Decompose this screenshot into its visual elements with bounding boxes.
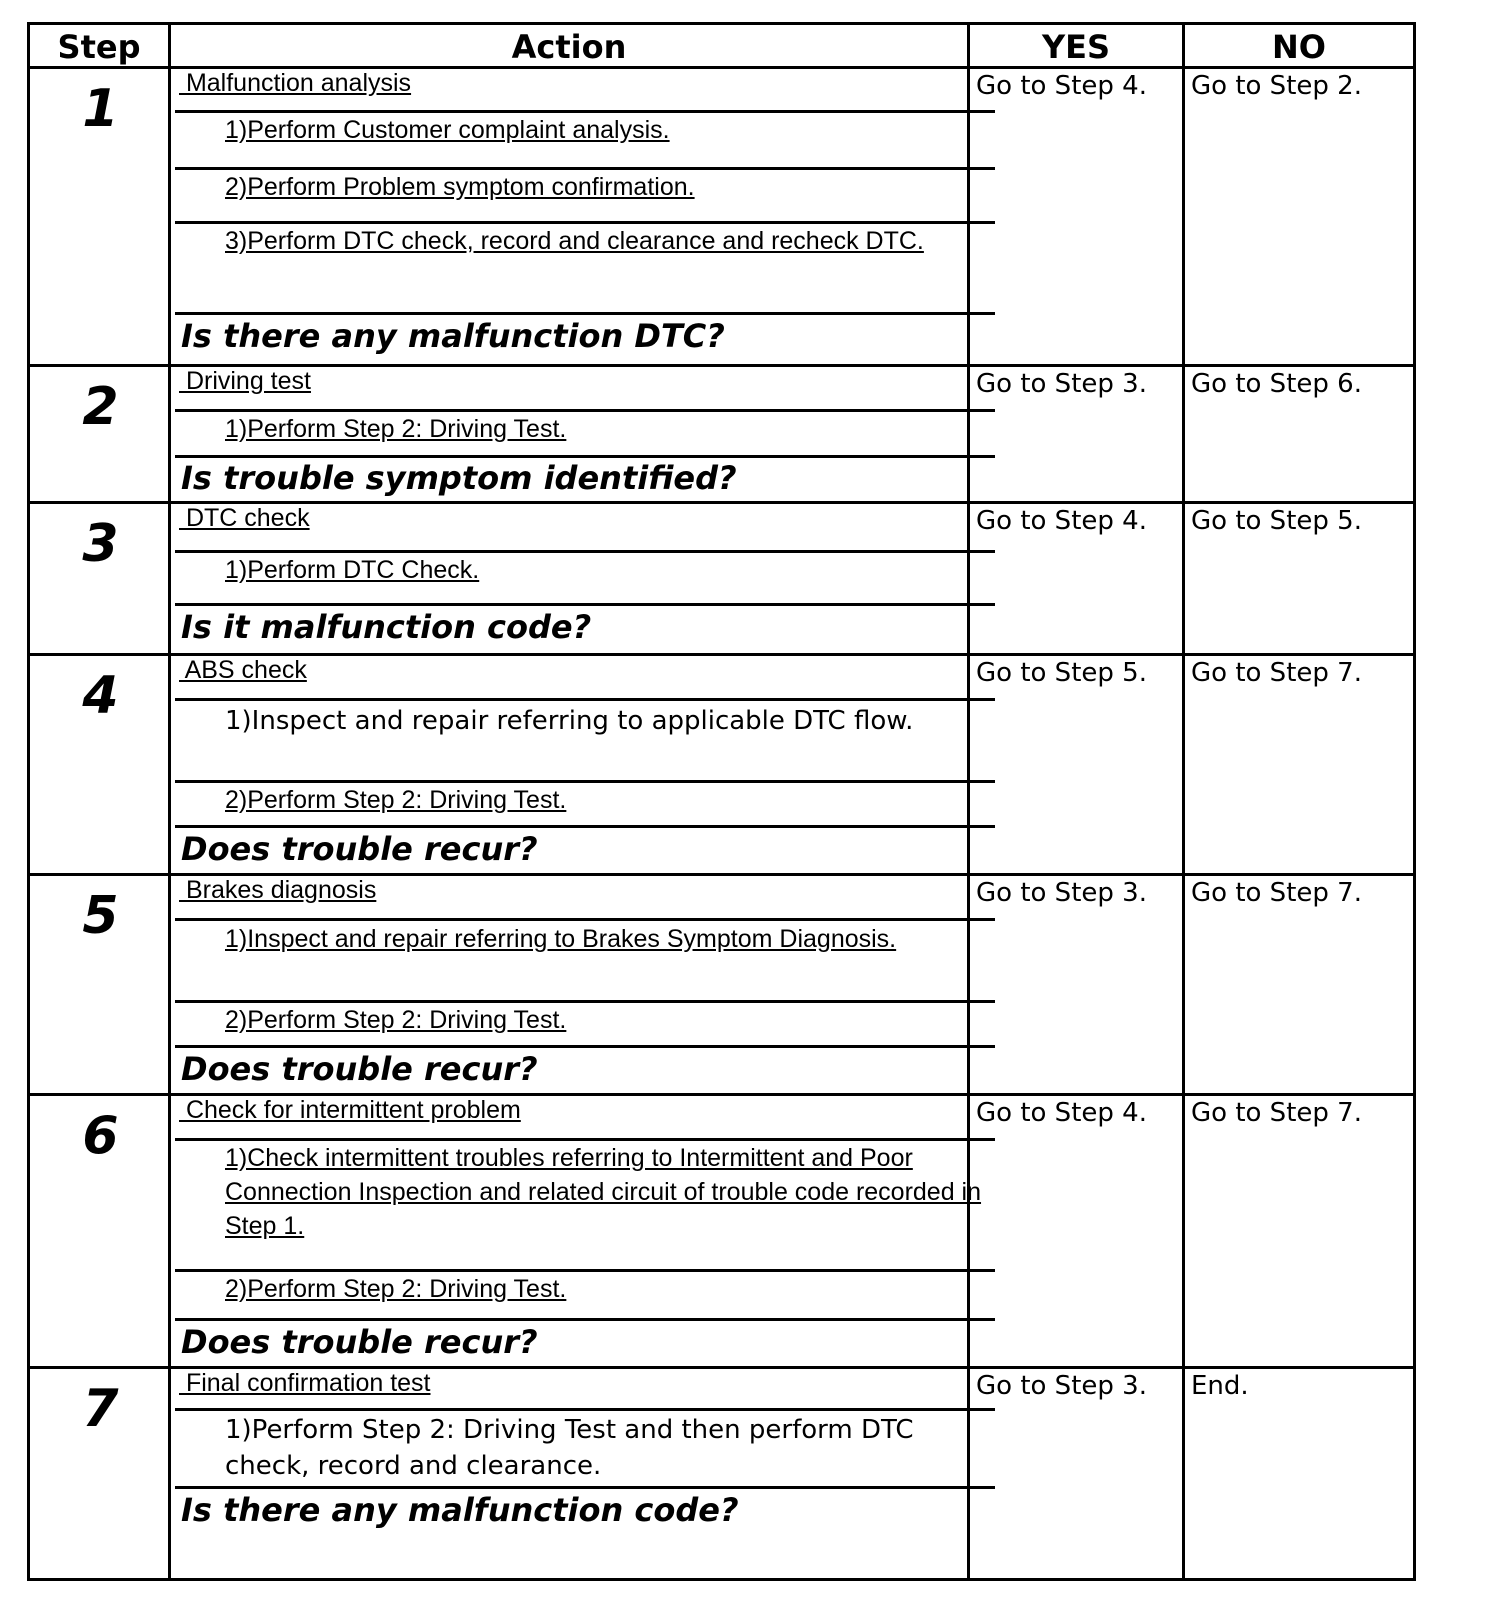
no-cell: Go to Step 2.	[1191, 71, 1362, 101]
yes-cell: Go to Step 3.	[976, 1371, 1147, 1401]
troubleshooting-table	[27, 22, 1416, 1581]
yes-cell: Go to Step 3.	[976, 369, 1147, 399]
action-sub: 2)Perform Problem symptom confirmation.	[225, 173, 695, 201]
action-sub: 1)Check intermittent troubles referring to Intermittent and Poor Connection Inspection and related circuit of trouble code recorded in Step 1.	[225, 1144, 982, 1240]
yes-cell: Go to Step 4.	[976, 506, 1147, 536]
header-step: Step	[57, 28, 141, 66]
step-number: 6	[82, 1106, 119, 1166]
action-title: Malfunction analysis	[179, 69, 412, 97]
no-cell: Go to Step 7.	[1191, 878, 1362, 908]
step-number: 3	[82, 514, 119, 574]
yes-cell: Go to Step 3.	[976, 878, 1147, 908]
action-question-cell	[175, 458, 995, 501]
action-sub-cell	[175, 224, 995, 315]
column-divider-yes	[1182, 25, 1185, 1578]
header-action: Action	[511, 28, 627, 66]
action-sub-cell	[175, 412, 995, 458]
action-question: Does trouble recur?	[181, 1323, 538, 1361]
step-number: 2	[82, 377, 119, 437]
action-question-cell	[175, 828, 995, 873]
yes-cell: Go to Step 5.	[976, 658, 1147, 688]
action-question: Is there any malfunction DTC?	[181, 317, 725, 355]
action-title-cell	[175, 656, 995, 701]
action-sub: 1)Perform Customer complaint analysis.	[225, 116, 670, 144]
action-title-cell	[175, 876, 995, 921]
action-title: Final confirmation test	[179, 1369, 431, 1397]
action-sub-cell	[175, 113, 995, 170]
action-sub: 1)Inspect and repair referring to applicable DTC flow.	[225, 706, 914, 736]
action-question-cell	[175, 315, 995, 364]
action-sub-cell	[175, 553, 995, 606]
no-cell: End.	[1191, 1371, 1249, 1401]
header-yes: YES	[1041, 28, 1111, 66]
no-cell: Go to Step 5.	[1191, 506, 1362, 536]
action-sub: 1)Inspect and repair referring to Brakes Symptom Diagnosis.	[225, 925, 897, 953]
action-question: Is there any malfunction code?	[181, 1491, 739, 1529]
action-sub: 3)Perform DTC check, record and clearance and recheck DTC.	[225, 227, 924, 255]
action-sub: 2)Perform Step 2: Driving Test.	[225, 1006, 567, 1034]
no-cell: Go to Step 7.	[1191, 1098, 1362, 1128]
action-question: Does trouble recur?	[181, 1050, 538, 1088]
action-sub: 1)Perform Step 2: Driving Test and then perform DTC check, record and clearance.	[225, 1415, 914, 1481]
action-sub-cell	[175, 1411, 995, 1489]
action-sub: 2)Perform Step 2: Driving Test.	[225, 1275, 567, 1303]
action-question: Is it malfunction code?	[181, 608, 592, 646]
action-sub-cell	[175, 783, 995, 828]
action-title: ABS check	[179, 656, 307, 684]
action-title: Check for intermittent problem	[179, 1096, 521, 1124]
action-question-cell	[175, 1321, 995, 1366]
action-title-cell	[175, 1369, 995, 1411]
action-title-cell	[175, 367, 995, 412]
action-sub: 1)Perform Step 2: Driving Test.	[225, 415, 567, 443]
step-number: 1	[82, 79, 119, 139]
action-question-cell	[175, 1489, 995, 1578]
action-title-cell	[175, 504, 995, 553]
action-question: Does trouble recur?	[181, 830, 538, 868]
action-title: Brakes diagnosis	[179, 876, 377, 904]
step-number: 5	[82, 886, 119, 946]
column-divider-step	[168, 25, 171, 1578]
step-number: 4	[82, 666, 119, 726]
action-title: Driving test	[179, 367, 311, 395]
yes-cell: Go to Step 4.	[976, 71, 1147, 101]
action-title-cell	[175, 69, 995, 113]
action-sub-cell	[175, 1272, 995, 1321]
no-cell: Go to Step 7.	[1191, 658, 1362, 688]
action-sub: 2)Perform Step 2: Driving Test.	[225, 786, 567, 814]
action-title: DTC check	[179, 504, 310, 532]
action-question-cell	[175, 606, 995, 653]
action-sub-cell	[175, 1003, 995, 1048]
action-sub-cell	[175, 1141, 995, 1272]
action-sub-cell	[175, 701, 995, 783]
action-question-cell	[175, 1048, 995, 1093]
action-title-cell	[175, 1096, 995, 1141]
action-sub-cell	[175, 170, 995, 224]
step-number: 7	[82, 1379, 119, 1439]
action-sub: 1)Perform DTC Check.	[225, 556, 480, 584]
action-sub-cell	[175, 921, 995, 1003]
action-question: Is trouble symptom identified?	[181, 459, 737, 497]
yes-cell: Go to Step 4.	[976, 1098, 1147, 1128]
no-cell: Go to Step 6.	[1191, 369, 1362, 399]
header-no: NO	[1272, 28, 1326, 66]
